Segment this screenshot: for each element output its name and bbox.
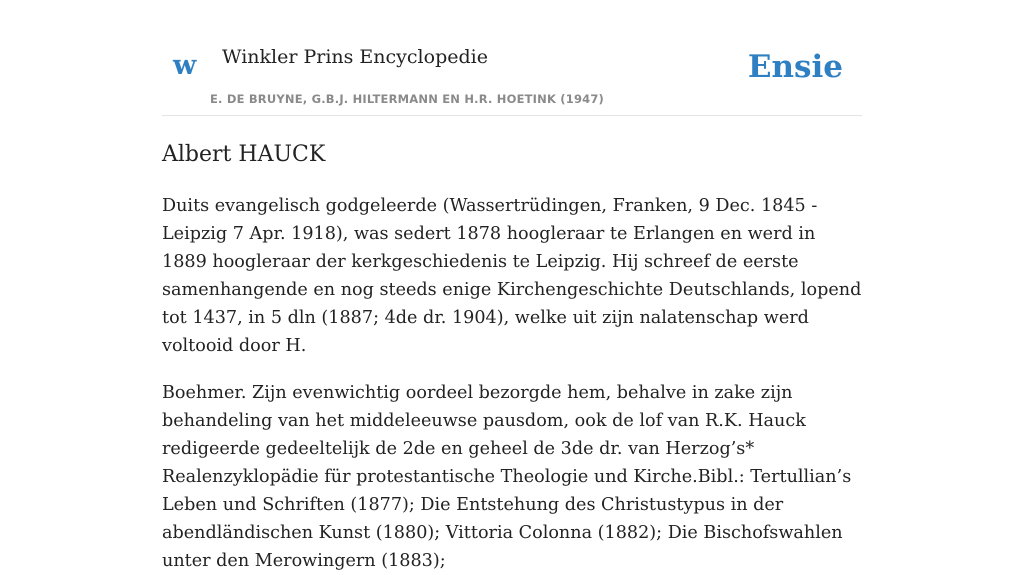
logo-icon[interactable]: w — [173, 50, 197, 81]
site-header — [162, 0, 862, 116]
article-paragraph: Duits evangelisch godgeleerde (Wassertrüdingen, Franken, 9 Dec. 1845 - Leipzig 7 Apr. 1918), was sedert 1878 hoogleraar te Erlangen en werd in 1889 hoogleraar der kerkgeschiedenis te Leipzig. Hij schreef de eerste samenhangende en nog steeds enige Kirchengeschichte Deutschlands, lopend tot 1437, in 5 dln (1887; 4de dr. 1904), welke uit zijn nalatenschap werd voltooid door H. — [162, 196, 862, 356]
article-paragraph: Boehmer. Zijn evenwichtig oordeel bezorgde hem, behalve in zake zijn behandeling van het middeleeuwse pausdom, ook de lof van R.K. Hauck redigeerde gedeeltelijk de 2de en geheel de 3de dr. van Herzog’s* Realenzyklopädie für protestantische Theologie und Kirche.Bibl.: Tertullian’s Leben und Schriften (1877); Die Entstehung des Christustypus in der abendländischen Kunst (1880); Vittoria Colonna (1882); Die Bischofswahlen unter den Merowingern (1883); — [162, 383, 852, 571]
article — [162, 138, 862, 575]
brand-logo[interactable]: Ensie — [747, 49, 843, 85]
article-title: Albert HAUCK — [162, 142, 326, 167]
site-title[interactable]: Winkler Prins Encyclopedie — [222, 46, 488, 68]
site-authors: E. DE BRUYNE, G.B.J. HILTERMANN EN H.R. HOETINK (1947) — [210, 92, 605, 106]
